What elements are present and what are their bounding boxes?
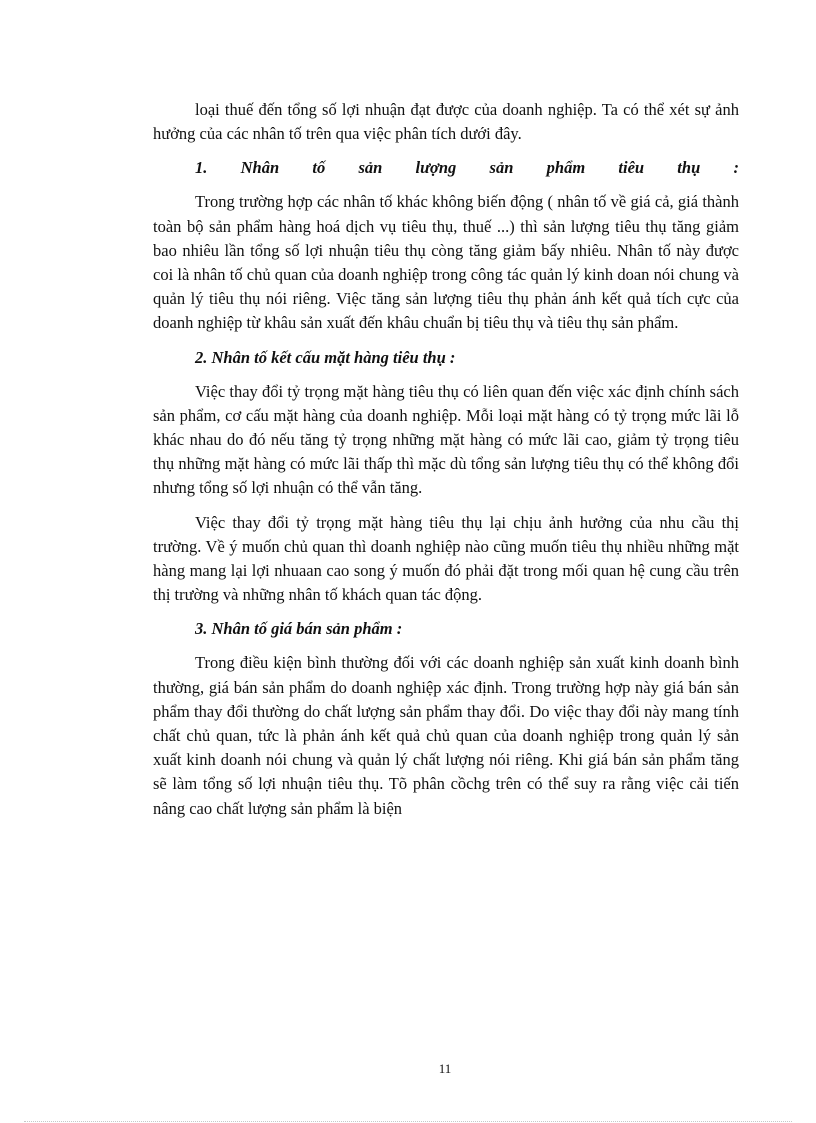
page-number: 11 [438, 1061, 452, 1076]
paragraph-2: Việc thay đổi tỷ trọng mặt hàng tiêu thụ có liên quan đến việc xác định chính sách sản phẩm, cơ cấu mặt hàng của doanh nghiệp. Mỗi loại mặt hàng có tỷ trọng mức lãi lỗ khác nhau do đó nếu tăng tỷ trọng những mặt hàng có mức lãi cao, giảm tỷ trọng tiêu thụ những mặt hàng có mức lãi thấp thì mặc dù tổng sản lượng tiêu thụ có thể không đổi nhưng tổng số lợi nhuận có thể vẫn tăng. [153, 381, 739, 498]
page-bottom-rule [24, 1121, 792, 1122]
heading-3: 3. Nhân tố giá bán sản phẩm : [195, 619, 403, 639]
heading-2: 2. Nhân tố kết cấu mặt hàng tiêu thụ : [195, 347, 456, 367]
heading-1: 1. Nhân tố sản lượng sản phẩm tiêu thụ : [195, 158, 739, 178]
paragraph-intro: loại thuế đến tổng số lợi nhuận đạt được của doanh nghiệp. Ta có thể xét sự ảnh hưởng của các nhân tố trên qua việc phân tích dưới đây. [153, 100, 739, 144]
page-body [153, 98, 739, 821]
paragraph-1: Trong trường hợp các nhân tố khác không biến động ( nhân tố về giá cả, giá thành toàn bộ sản phẩm hàng hoá dịch vụ tiêu thụ, thuế ...) thì sản lượng tiêu thụ tăng giảm bao nhiêu lần tổng số lợi nhuận tiêu thụ còng tăng giảm bấy nhiêu. Nhân tố này được coi là nhân tố chủ quan của doanh nghiệp trong công tác quản lý kinh doan nói chung và quản lý tiêu thụ nói riêng. Việc tăng sản lượng tiêu thụ phản ánh kết quả tích cực của doanh nghiệp từ khâu sản xuất đến khâu chuẩn bị tiêu thụ và tiêu thụ sản phẩm. [153, 192, 739, 333]
paragraph-4: Trong điều kiện bình thường đối với các doanh nghiệp sản xuất kinh doanh bình thường, giá bán sản phẩm do doanh nghiệp xác định. Trong trường hợp này giá bán sản phẩm thay đổi thường do chất lượng sản phẩm thay đổi. Do việc thay đổi này mang tính chất chủ quan, tức là phản ánh kết quả chủ quan của doanh nghiệp trong quản lý sản xuất kinh doanh nói chung và quản lý chất lượng nói riêng. Khi giá bán sản phẩm tăng sẽ làm tổng số lợi nhuận tiêu thụ. Tõ phân cồchg trên có thể suy ra rằng việc cải tiến nâng cao chất lượng sản phẩm là biện [153, 653, 739, 818]
paragraph-3: Việc thay đổi tỷ trọng mặt hàng tiêu thụ lại chịu ảnh hưởng của nhu cầu thị trường. Về ý muốn chủ quan thì doanh nghiệp nào cũng muốn tiêu thụ nhiều những mặt hàng mang lại lợi nhuaan cao song ý muốn đó phải đặt trong mối quan hệ cung cầu trên thị trường và những nhân tố khách quan tác động. [153, 512, 739, 605]
